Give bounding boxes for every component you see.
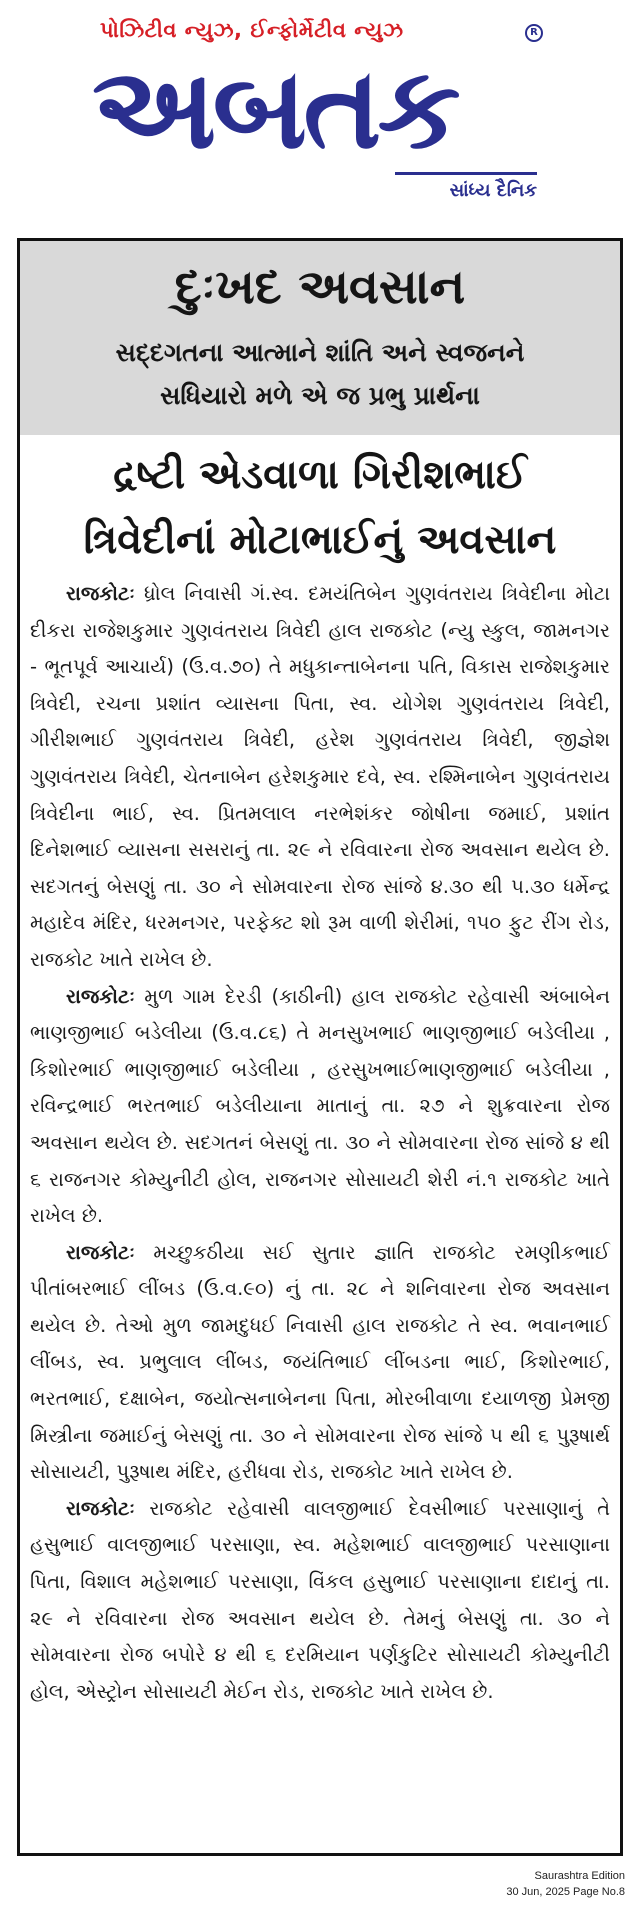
paragraph-place: રાજકોટઃ	[66, 984, 135, 1008]
paragraph-place: રાજકોટઃ	[66, 1240, 135, 1264]
headline-line-1: દ્રષ્ટી એડવાળા ગિરીશભાઈ	[113, 452, 527, 498]
headline-line-2: ત્રિવેદીનાં મોટાભાઈનું અવસાન	[83, 517, 557, 563]
registered-mark-icon: R	[525, 24, 543, 42]
paragraph-text: ધ્રોલ નિવાસી ગં.સ્વ. દમયંતિબેન ગુણવંતરાય ત્રિવેદીના મોટા દીકરા રાજેશકુમાર ગુણવંતરાય ત્રિવેદી હાલ રાજકોટ (ન્યુ સ્કુલ, જામનગર - ભૂતપૂર્વ આચાર્ય) (ઉ.વ.૭૦) તે મધુકાન્તાબેનના પતિ, વિકાસ રાજેશકુમાર ત્રિવેદી, રચના પ્રશાંત વ્યાસના પિતા, સ્વ. યોગેશ ગુણવંતરાય ત્રિવેદી, ગીરીશભાઈ ગુણવંતરાય ત્રિવેદી, હરેશ ગુણવંતરાય ત્રિવેદી, જીજ્ઞેશ ગુણવંતરાય ત્રિવેદી, ચેતનાબેન હરેશકુમાર દવે, સ્વ. રશ્મિનાબેન ગુણવંતરાય ત્રિવેદીના ભાઈ, સ્વ. પ્રિતમલાલ નરભેશંકર જોષીના જમાઈ, પ્રશાંત દિનેશભાઈ વ્યાસના સસરાનું તા. ૨૯ ને રવિવારના રોજ અવસાન થયેલ છે. સદગતનું બેસણું તા. ૩૦ ને સોમવારના રોજ સાંજે ૪.૩૦ થી ૫.૩૦ ધર્મેન્દ્ર મહાદેવ મંદિર, ધરમનગર, પરફેક્ટ શો રૂમ વાળી શેરીમાં, ૧૫૦ ફુટ રીંગ રોડ, રાજકોટ ખાતે રાખેલ છે.	[30, 582, 610, 971]
obituary-paragraph	[30, 1235, 610, 1491]
obituary-notice-box	[17, 238, 623, 1856]
edition-date-page: 30 Jun, 2025 Page No.8	[506, 1886, 625, 1898]
obituary-paragraph	[30, 1491, 610, 1711]
edition-name: Saurashtra Edition	[534, 1870, 625, 1882]
paragraph-text: મુળ ગામ દેરડી (કાઠીની) હાલ રાજકોટ રહેવાસી અંબાબેન ભાણજીભાઈ બડેલીયા (ઉ.વ.૮૬) તે મનસુખભાઈ ભાણજીભાઈ બડેલીયા , કિશોરભાઈ ભાણજીભાઈ બડેલીયા , હરસુખભાઈભાણજીભાઈ બડેલીયા , રવિન્દ્રભાઈ ભરતભાઈ બડેલીયાના માતાનું તા. ૨૭ ને શુક્રવારના રોજ અવસાન થયેલ છે. સદગતનં બેસણું તા. ૩૦ ને સોમવારના રોજ સાંજે ૪ થી ૬ રાજનગર કોમ્યુનીટી હોલ, રાજનગર સોસાયટી શેરી નં.૧ રાજકોટ ખાતે રાખેલ છે.	[30, 984, 610, 1228]
masthead	[0, 0, 635, 235]
edition-info	[425, 1868, 625, 1900]
newspaper-logo: અબતક	[92, 51, 457, 165]
banner-title: દુઃખદ અવસાન	[174, 259, 466, 315]
masthead-tagline: પોઝિટીવ ન્યુઝ, ઈન્ફોર્મેટીવ ન્યુઝ	[100, 18, 404, 42]
masthead-subtitle: સાંધ્ય દૈનિક	[449, 180, 537, 201]
banner-prayer-line-1: સદ્દગતના આત્માને શાંતિ અને સ્વજનને	[115, 338, 525, 367]
paragraph-place: રાજકોટઃ	[66, 582, 135, 605]
paragraph-text: મચ્છુકઠીયા સઈ સુતાર જ્ઞાતિ રાજકોટ રમણીકભાઈ પીતાંબરભાઈ લીંબડ (ઉ.વ.૯૦) નું તા. ૨૮ ને શનિવારના રોજ અવસાન થયેલ છે. તેઓ મુળ જામદુધઈ નિવાસી હાલ રાજકોટ તે સ્વ. ભવાનભાઈ લીંબડ, સ્વ. પ્રભુલાલ લીંબડ, જયંતિભાઈ લીંબડના ભાઈ, કિશોરભાઈ, ભરતભાઈ, દક્ષાબેન, જયોત્સનાબેનના પિતા, મોરબીવાળા દયાળજી પ્રેમજી મિસ્ત્રીના જમાઈનું બેસણું તા. ૩૦ ને સોમવારના રોજ સાંજે ૫ થી ૬ પુરૂષાર્થ સોસાયટી, પુરૂષાથ મંદિર, હરીધવા રોડ, રાજકોટ ખાતે રાખેલ છે.	[30, 1240, 610, 1484]
obituary-body	[30, 576, 610, 1846]
paragraph-place: રાજકોટઃ	[66, 1496, 135, 1520]
paragraph-text: રાજકોટ રહેવાસી વાલજીભાઈ દેવસીભાઈ પરસાણાનું તે હસુભાઈ વાલજીભાઈ પરસાણા, સ્વ. મહેશભાઈ વાલજીભાઈ પરસાણાના પિતા, વિશાલ મહેશભાઈ પરસાણા, વિંકલ હસુભાઈ પરસાણાના દાદાનું તા. ૨૯ ને રવિવારના રોજ અવસાન થયેલ છે. તેમનું બેસણું તા. ૩૦ ને સોમવારના રોજ બપોરે ૪ થી ૬ દરમિયાન પર્ણકુટિર સોસાયટી કોમ્યુનીટી હોલ, એસ્ટ્રોન સોસાયટી મેઈન રોડ, રાજકોટ ખાતે રાખેલ છે.	[30, 1496, 610, 1703]
notice-banner	[20, 241, 620, 435]
subtitle-rule	[395, 172, 537, 175]
banner-prayer-line-2: સધિયારો મળે એ જ પ્રભુ પ્રાર્થના	[160, 381, 480, 410]
obituary-paragraph	[30, 979, 610, 1235]
obituary-paragraph	[30, 576, 610, 979]
